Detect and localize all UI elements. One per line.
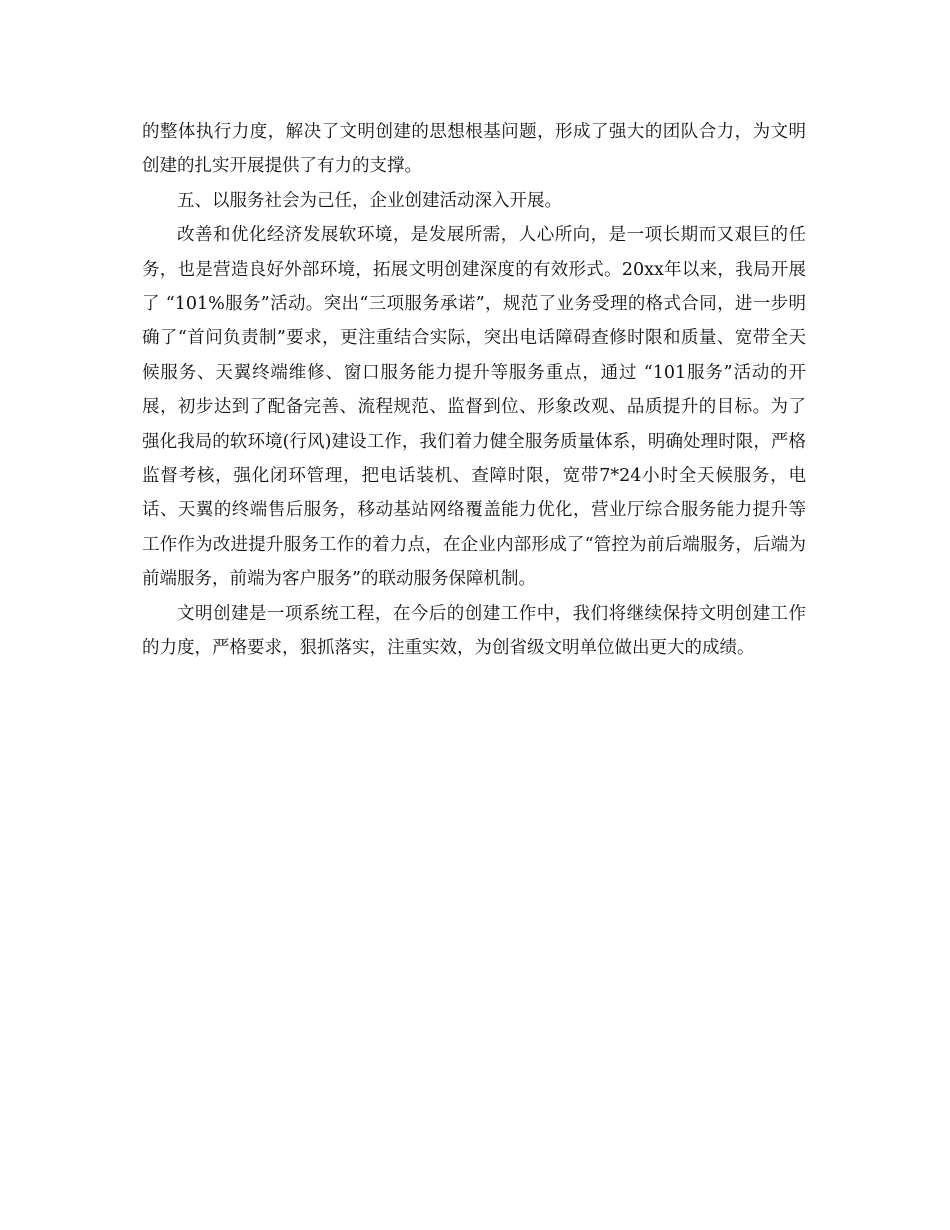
section-heading: 五、以服务社会为己任，企业创建活动深入开展。 xyxy=(177,190,562,211)
paragraph-continuation: 的整体执行力度，解决了文明创建的思想根基问题，形成了强大的团队合力，为文明创建的扎实开展提供了有力的支撑。 xyxy=(142,122,806,177)
paragraph-service-environment: 改善和优化经济发展软环境，是发展所需，人心所向，是一项长期而又艰巨的任务，也是营造良好外部环境，拓展文明创建深度的有效形式。20xx年以来，我局开展了 “101%服务”活动。突出“三项服务承诺”，规范了业务受理的格式合同，进一步明确了“首问负责制”要求，更注重结合实际，突出电话障碍查修时限和质量、宽带全天候服务、天翼终端维修、窗口服务能力提升等服务重点，通过 “101服务”活动的开展，初步达到了配备完善、流程规范、监督到位、形象改观、品质提升的目标。为了强化我局的软环境(行风)建设工作，我们着力健全服务质量体系，明确处理时限，严格监督考核，强化闭环管理，把电话装机、查障时限，宽带7*24小时全天候服务，电话、天翼的终端售后服务，移动基站网络覆盖能力优化，营业厅综合服务能力提升等工作作为改进提升服务工作的着力点，在企业内部形成了“管控为前后端服务，后端为前端服务，前端为客户服务”的联动服务保障机制。 xyxy=(142,225,806,590)
paragraph-conclusion: 文明创建是一项系统工程，在今后的创建工作中，我们将继续保持文明创建工作的力度，严格要求，狠抓落实，注重实效，为创省级文明单位做出更大的成绩。 xyxy=(142,603,806,659)
document-body xyxy=(142,115,806,666)
